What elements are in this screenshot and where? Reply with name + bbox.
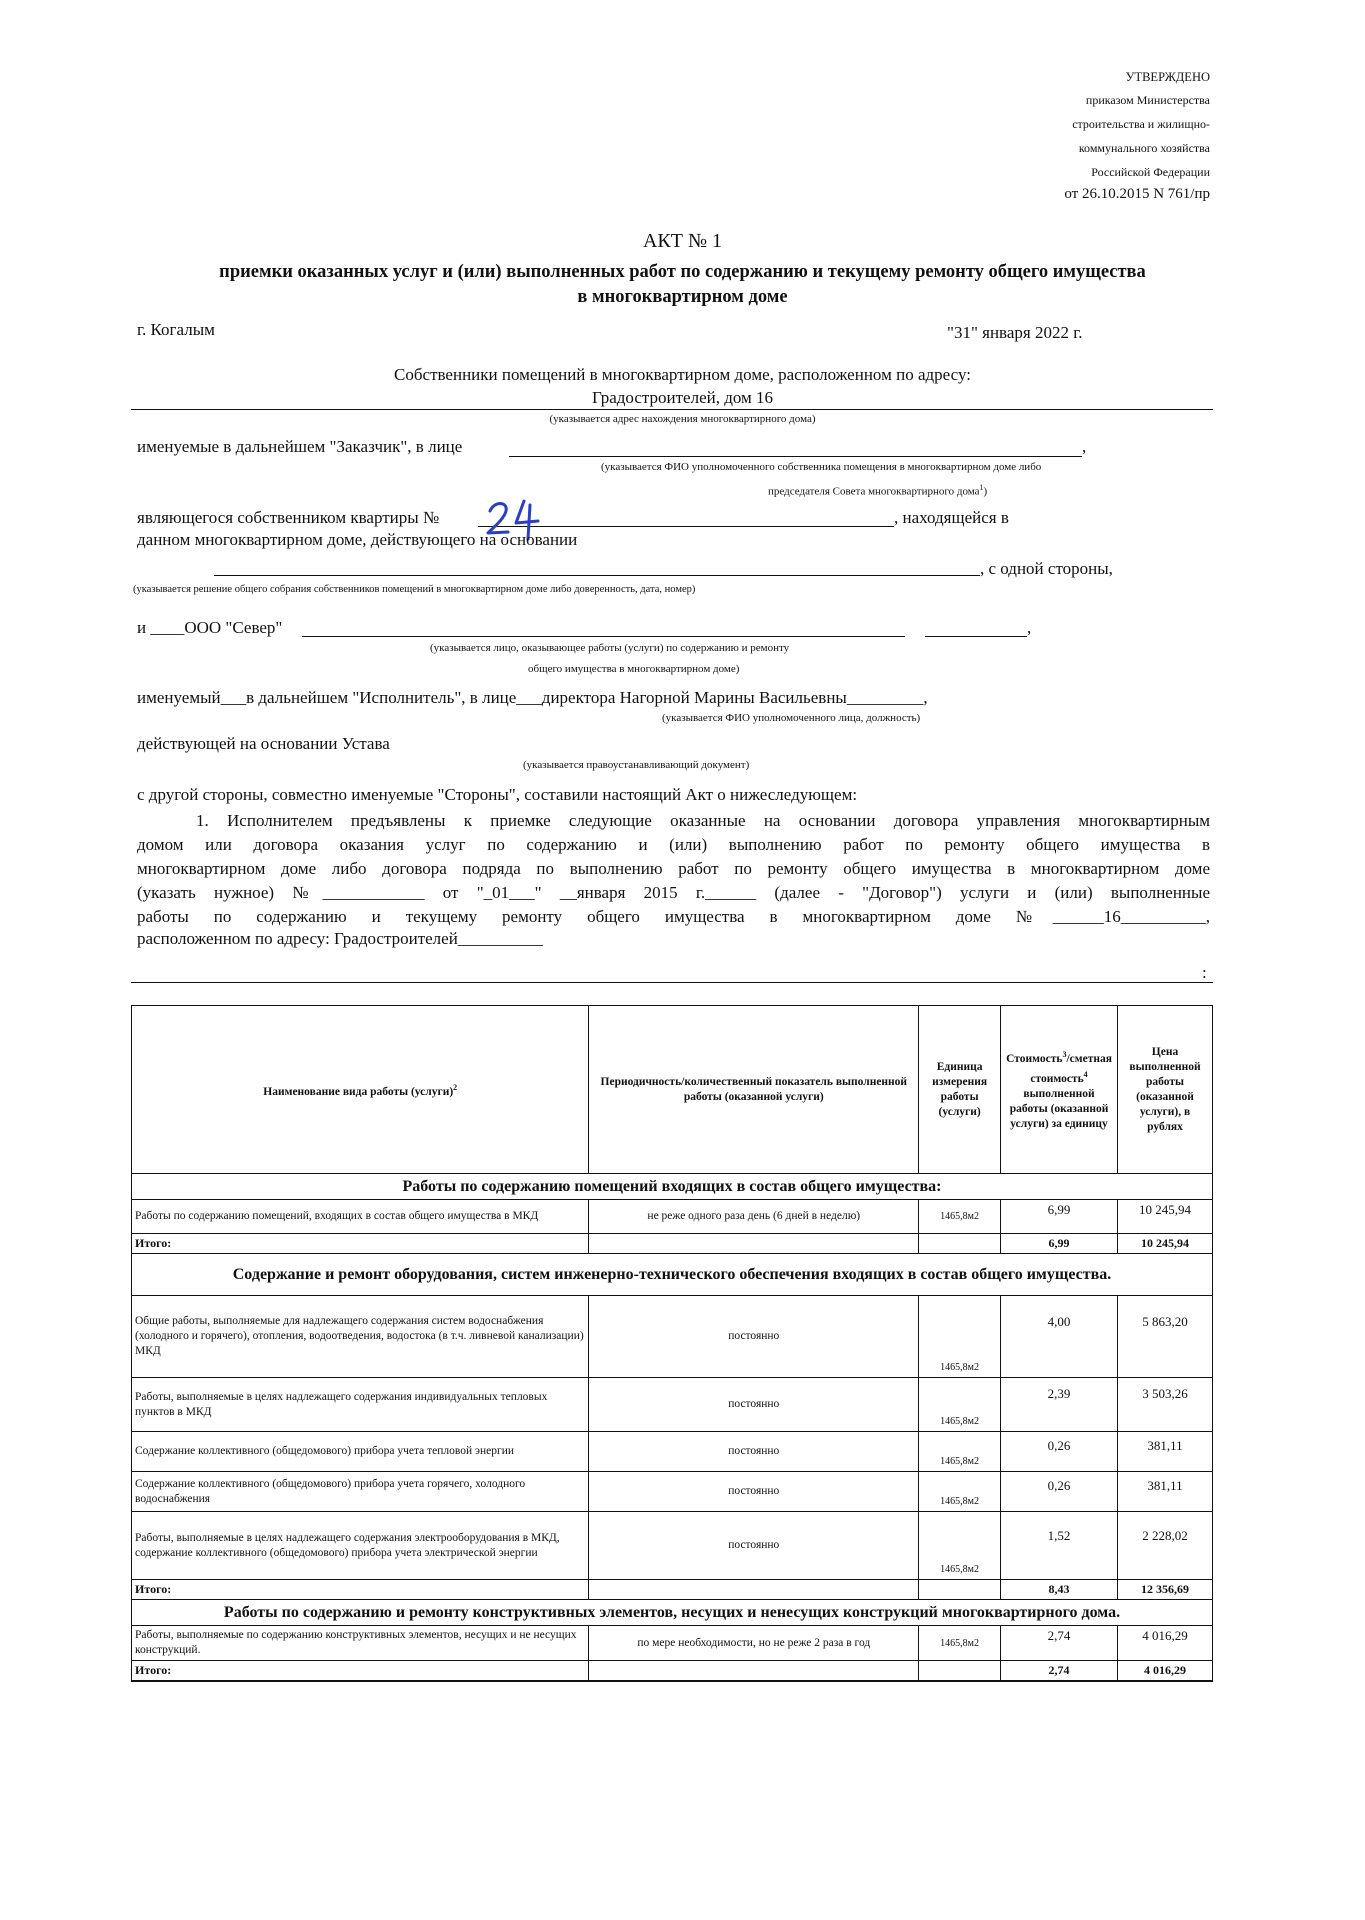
row-periodicity: постоянно [589, 1296, 919, 1378]
table-row [132, 1378, 1213, 1432]
row-name: Содержание коллективного (общедомового) прибора учета горячего, холодного водоснабжения [132, 1472, 589, 1512]
approval-line-6: от 26.10.2015 N 761/пр [1064, 186, 1210, 202]
clause-line-5: работы по содержанию и текущему ремонту общего имущества в многоквартирном доме №______16__________, [137, 907, 1210, 926]
customer-hint-2 [768, 483, 987, 498]
customer-comma: , [1082, 437, 1087, 456]
executor-hint: (указывается ФИО уполномоченного лица, должность) [662, 712, 921, 724]
customer-hint-2-sup: 1 [979, 483, 984, 492]
total-empty-2 [919, 1580, 1001, 1600]
section-title: Работы по содержанию и ремонту конструктивных элементов, несущих и ненесущих конструкций многоквартирного дома. [132, 1600, 1213, 1626]
row-price: 2 228,02 [1118, 1512, 1213, 1580]
clause-line-4: (указать нужное) №____________ от "_01___" __января 2015 г.______ (далее - "Договор") услуги и (или) выполненные [137, 883, 1210, 902]
total-cost: 6,99 [1001, 1234, 1118, 1254]
owners-intro: Собственники помещений в многоквартирном доме, расположенном по адресу: [394, 365, 971, 384]
row-cost: 6,99 [1001, 1200, 1118, 1234]
row-price: 4 016,29 [1118, 1626, 1213, 1661]
section-title-row [132, 1254, 1213, 1296]
header-cost [1001, 1006, 1118, 1174]
header-periodicity: Периодичность/количественный показатель выполненной работы (оказанной услуги) [589, 1006, 919, 1174]
total-label: Итого: [132, 1234, 589, 1254]
total-empty-2 [919, 1661, 1001, 1682]
row-cost: 2,74 [1001, 1626, 1118, 1661]
row-periodicity: постоянно [589, 1378, 919, 1432]
total-price: 10 245,94 [1118, 1234, 1213, 1254]
customer-hint-2-end: ) [983, 485, 988, 498]
apartment-suffix: , находящейся в [894, 508, 1009, 527]
row-price: 5 863,20 [1118, 1296, 1213, 1378]
total-cost: 2,74 [1001, 1661, 1118, 1682]
customer-hint-2-text: председателя Совета многоквартирного дома [768, 485, 980, 498]
row-unit: 1465,8м2 [919, 1472, 1001, 1512]
city: г. Когалым [137, 320, 215, 339]
contractor-prefix: и ____ООО "Север" [137, 618, 283, 637]
executor-line: именуемый___в дальнейшем "Исполнитель", в лице___директора Нагорной Марины Васильевны_________, [137, 688, 928, 707]
row-cost: 4,00 [1001, 1296, 1118, 1378]
section-title-row [132, 1600, 1213, 1626]
row-name: Работы, выполняемые в целях надлежащего содержания электрооборудования в МКД, содержание коллективного (общедомового) прибора учета электрической энергии [132, 1512, 589, 1580]
row-periodicity: постоянно [589, 1432, 919, 1472]
total-row [132, 1234, 1213, 1254]
header-cost-c: выполненной работы (оказанной услуги) за единицу [1009, 1087, 1109, 1130]
row-periodicity: по мере необходимости, но не реже 2 раза в год [589, 1626, 919, 1661]
clause-line-6: расположенном по адресу: Градостроителей__________ [137, 929, 543, 948]
row-price: 381,11 [1118, 1432, 1213, 1472]
table-row [132, 1512, 1213, 1580]
table-row [132, 1200, 1213, 1234]
row-price: 381,11 [1118, 1472, 1213, 1512]
customer-line: именуемые в дальнейшем "Заказчик", в лице [137, 437, 463, 456]
approval-line-1: УТВЕРЖДЕНО [1125, 70, 1210, 84]
other-side: с другой стороны, совместно именуемые "Стороны", составили настоящий Акт о нижеследующем: [137, 785, 858, 804]
total-cost: 8,43 [1001, 1580, 1118, 1600]
total-row [132, 1580, 1213, 1600]
total-empty-2 [919, 1234, 1001, 1254]
header-cost-a: Стоимость [1006, 1053, 1063, 1065]
total-empty-1 [589, 1234, 919, 1254]
contractor-hint-1: (указывается лицо, оказывающее работы (услуги) по содержанию и ремонту [430, 642, 790, 654]
row-cost: 1,52 [1001, 1512, 1118, 1580]
row-periodicity: не реже одного раза день (6 дней в неделю) [589, 1200, 919, 1234]
row-periodicity: постоянно [589, 1472, 919, 1512]
contractor-comma: , [1027, 618, 1032, 637]
act-title-line-1: приемки оказанных услуг и (или) выполненных работ по содержанию и текущему ремонту общего имущества [219, 262, 1146, 282]
row-unit: 1465,8м2 [919, 1432, 1001, 1472]
clause-underline [131, 982, 1213, 983]
approval-line-3: строительства и жилищно- [1072, 117, 1210, 131]
row-unit: 1465,8м2 [919, 1200, 1001, 1234]
section-title: Содержание и ремонт оборудования, систем инженерно-технического обеспечения входящих в состав общего имущества. [132, 1254, 1213, 1296]
row-name: Работы, выполняемые по содержанию конструктивных элементов, несущих и не несущих конструкций. [132, 1626, 589, 1661]
total-empty-1 [589, 1580, 919, 1600]
act-date: "31" января 2022 г. [947, 323, 1083, 342]
works-table [131, 1005, 1213, 1682]
header-cost-b: /сметная стоимость [1030, 1053, 1112, 1085]
apartment-prefix: являющегося собственником квартиры № [137, 508, 440, 527]
total-row [132, 1661, 1213, 1682]
table-header-row [132, 1006, 1213, 1174]
act-number: АКТ № 1 [642, 230, 723, 252]
row-cost: 0,26 [1001, 1432, 1118, 1472]
header-cost-sup4: 4 [1083, 1070, 1088, 1079]
approval-line-2: приказом Министерства [1085, 93, 1210, 107]
approval-line-5: Российской Федерации [1091, 165, 1210, 179]
basis-hint: (указывается решение общего собрания собственников помещений в многоквартирном доме либо доверенность, дата, номер) [133, 584, 696, 595]
approval-line-4: коммунального хозяйства [1078, 141, 1210, 155]
clause-line-3: многоквартирном доме либо договора подряда по выполнению работ по ремонту общего имущества в многоквартирном доме [137, 859, 1210, 878]
row-cost: 2,39 [1001, 1378, 1118, 1432]
total-price: 4 016,29 [1118, 1661, 1213, 1682]
customer-underline [509, 456, 1082, 457]
total-label: Итого: [132, 1661, 589, 1682]
act-title-line-2: в многоквартирном доме [577, 287, 788, 307]
trailing-colon: : [1202, 963, 1207, 982]
table-row [132, 1296, 1213, 1378]
total-empty-1 [589, 1661, 919, 1682]
row-price: 10 245,94 [1118, 1200, 1213, 1234]
row-name: Работы, выполняемые в целях надлежащего содержания индивидуальных тепловых пунктов в МКД [132, 1378, 589, 1432]
one-side: , с одной стороны, [980, 559, 1113, 578]
clause-line-2: домом или договора оказания услуг по содержанию и (или) выполнению работ по ремонту общего имущества в [137, 835, 1210, 854]
table-row [132, 1432, 1213, 1472]
row-cost: 0,26 [1001, 1472, 1118, 1512]
header-name-sup: 2 [453, 1082, 458, 1092]
row-name: Общие работы, выполняемые для надлежащего содержания систем водоснабжения (холодного и горячего), отопления, водоотведения, водостока (в т.ч. ливневой канализации) МКД [132, 1296, 589, 1378]
basis-line: данном многоквартирном доме, действующего на основании [137, 530, 578, 549]
row-price: 3 503,26 [1118, 1378, 1213, 1432]
contractor-underline-1 [302, 636, 905, 637]
address-underline [131, 409, 1213, 410]
section-title-row [132, 1174, 1213, 1200]
customer-hint-1: (указывается ФИО уполномоченного собственника помещения в многоквартирном доме либо [601, 461, 1042, 473]
row-unit: 1465,8м2 [919, 1512, 1001, 1580]
clause-line-1: 1. Исполнителем предъявлены к приемке следующие оказанные на основании договора управления многоквартирным [196, 811, 1210, 830]
row-unit: 1465,8м2 [919, 1296, 1001, 1378]
table-row [132, 1472, 1213, 1512]
contractor-underline-2 [925, 636, 1027, 637]
header-name [132, 1006, 589, 1174]
row-periodicity: постоянно [589, 1512, 919, 1580]
header-unit: Единица измерения работы (услуги) [919, 1006, 1001, 1174]
acting-line: действующей на основании Устава [137, 734, 390, 753]
address-value: Градостроителей, дом 16 [591, 388, 774, 407]
header-price: Цена выполненной работы (оказанной услуги), в рублях [1118, 1006, 1213, 1174]
row-unit: 1465,8м2 [919, 1626, 1001, 1661]
section-title: Работы по содержанию помещений входящих в состав общего имущества: [132, 1174, 1213, 1200]
header-cost-sup3: 3 [1062, 1050, 1067, 1060]
row-unit: 1465,8м2 [919, 1378, 1001, 1432]
total-label: Итого: [132, 1580, 589, 1600]
header-name-text: Наименование вида работы (услуги) [263, 1085, 454, 1098]
contractor-hint-2: общего имущества в многоквартирном доме) [528, 663, 740, 675]
row-name: Работы по содержанию помещений, входящих в состав общего имущества в МКД [132, 1200, 589, 1234]
total-price: 12 356,69 [1118, 1580, 1213, 1600]
basis-underline [214, 575, 980, 576]
row-name: Содержание коллективного (общедомового) прибора учета тепловой энергии [132, 1432, 589, 1472]
table-row [132, 1626, 1213, 1661]
address-hint: (указывается адрес нахождения многоквартирного дома) [549, 413, 816, 425]
acting-hint: (указывается правоустанавливающий документ) [523, 759, 750, 771]
